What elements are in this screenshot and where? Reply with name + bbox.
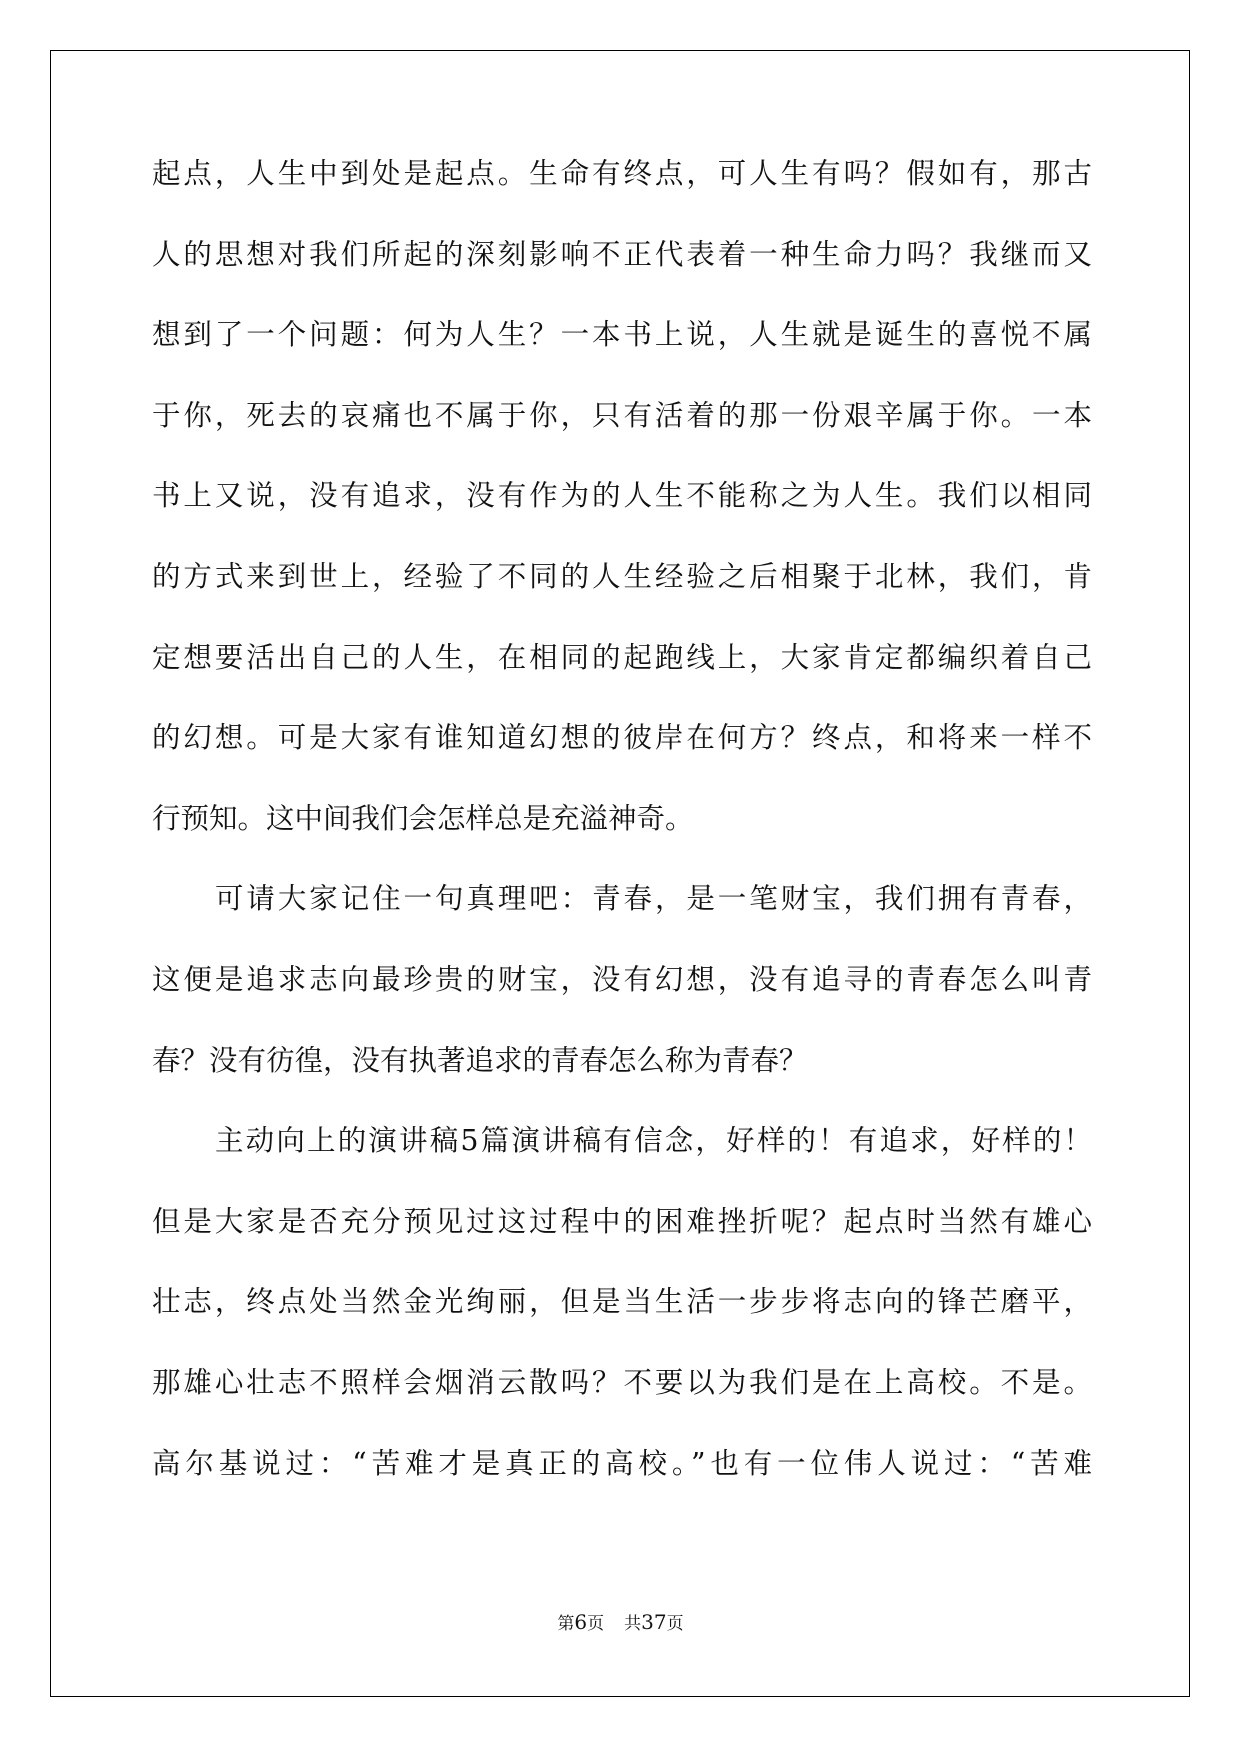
text-line: 但是大家是否充分预见过这过程中的困难挫折呢？起点时当然有雄心: [152, 1204, 1092, 1238]
page-footer: [0, 1609, 1241, 1634]
text-line: 书上又说，没有追求，没有作为的人生不能称之为人生。我们以相同: [152, 479, 1092, 513]
text-line: 的方式来到世上，经验了不同的人生经验之后相聚于北林，我们，肯: [152, 559, 1092, 593]
total-pages: 37: [641, 1610, 667, 1634]
text-line: 高尔基说过：“苦难才是真正的高校。”也有一位伟人说过：“苦难: [152, 1446, 1092, 1480]
text-line: 人的思想对我们所起的深刻影响不正代表着一种生命力吗？我继而又: [152, 237, 1092, 271]
page-number: 6: [574, 1610, 588, 1634]
text-line: 那雄心壮志不照样会烟消云散吗？不要以为我们是在上高校。不是。: [152, 1365, 1092, 1399]
text-line: 这便是追求志向最珍贵的财宝，没有幻想，没有追寻的青春怎么叫青: [152, 962, 1092, 996]
text-line: 定想要活出自己的人生，在相同的起跑线上，大家肯定都编织着自己: [152, 640, 1092, 674]
text-line: 春？没有彷徨，没有执著追求的青春怎么称为青春？: [152, 1043, 808, 1077]
paragraph-first-line: 可请大家记住一句真理吧：青春，是一笔财宝，我们拥有青春，: [215, 882, 1092, 916]
text-line: 行预知。这中间我们会怎样总是充溢神奇。: [152, 801, 694, 835]
text-line: 想到了一个问题：何为人生？一本书上说，人生就是诞生的喜悦不属: [152, 318, 1092, 352]
page-label-suffix: 页: [587, 1614, 605, 1634]
text-line: 于你，死去的哀痛也不属于你，只有活着的那一份艰辛属于你。一本: [152, 398, 1092, 432]
text-line: 的幻想。可是大家有谁知道幻想的彼岸在何方？终点，和将来一样不: [152, 721, 1092, 755]
text-line: 壮志，终点处当然金光绚丽，但是当生活一步步将志向的锋芒磨平，: [152, 1285, 1092, 1319]
paragraph-first-line: 主动向上的演讲稿5篇演讲稿有信念，好样的！有追求，好样的！: [215, 1124, 1092, 1158]
total-label-suffix: 页: [666, 1614, 684, 1634]
text-line: 起点，人生中到处是起点。生命有终点，可人生有吗？假如有，那古: [152, 157, 1092, 190]
page-label-prefix: 第: [557, 1614, 575, 1634]
document-body: [152, 154, 1092, 1524]
total-label-prefix: 共: [624, 1614, 642, 1634]
